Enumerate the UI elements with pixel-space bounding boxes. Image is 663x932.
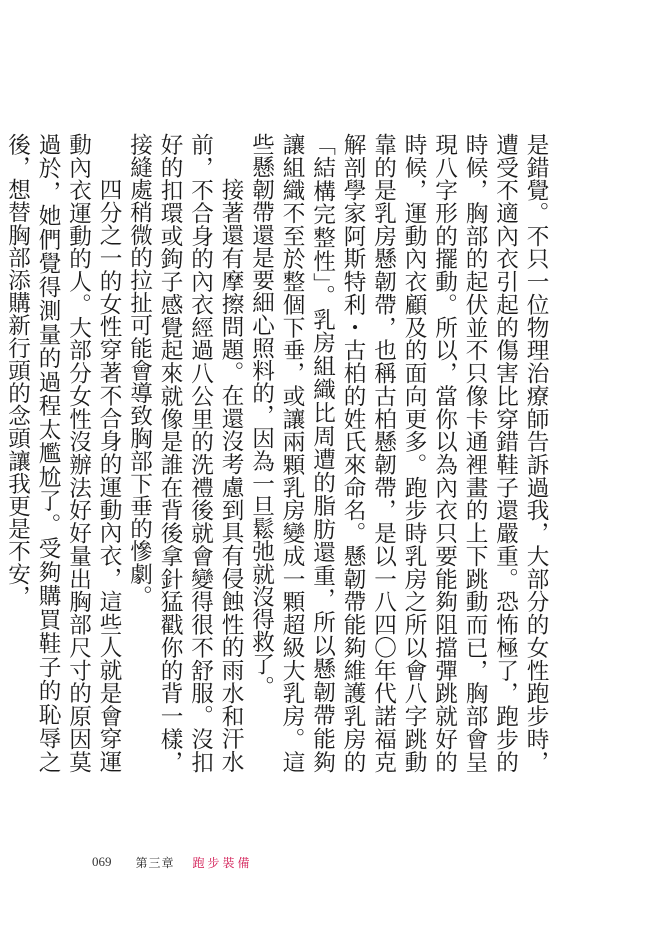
body-text — [4, 133, 551, 773]
paragraph-3: 四分之一的女性穿著不合身的運動內衣，這些人就是會穿運動內衣運動的人。大部分女性沒辦法好好量出胸部尺寸的原因莫過於，她們覺得測量的過程太尷尬了。受夠購買鞋子的恥辱之後，想替胸部添購新行頭的念頭讓我更是不安， — [4, 133, 122, 773]
page-number: 069 — [92, 854, 112, 869]
chapter-label: 第三章 — [135, 855, 175, 870]
page-footer — [92, 852, 253, 872]
chapter-title: 跑步裝備 — [192, 855, 253, 870]
paragraph-2: 接著還有摩擦問題。在還沒考慮到具有侵蝕性的雨水和汗水前，不合身的內衣經過八公里的洗禮後就會變得很不舒服。沒扣好的扣環或鉤子感覺起來就像是誰在背後拿針猛戳你的背一樣，接縫處稍微的拉扯可能會導致胸部下垂的慘劇。 — [126, 133, 244, 773]
paragraph-1: 是錯覺。不只一位物理治療師告訴過我，大部分的女性跑步時，遭受不適內衣引起的傷害比穿錯鞋子還嚴重。恐怖極了，跑步的時候，胸部的起伏並不只像卡通裡畫的上下跳動而已，胸部會呈現八字形的擺動。所以，當你以為內衣只要能夠阻擋彈跳就好的時候，運動內衣顧及的面向更多。跑步時乳房之所以會八字跳動靠的是乳房懸韌帶，也稱古柏懸韌帶，是以一八四〇年代諾福克解剖學家阿斯特利・古柏的姓氏來命名。懸韌帶能夠維護乳房的「結構完整性」。乳房組織比周遭的脂肪還重，所以懸韌帶能夠讓組織不至於整個下垂，或讓兩顆乳房變成一顆超級大乳房。這些懸韌帶還是要細心照料的，因為一旦鬆弛就沒得救了。 — [248, 133, 549, 773]
